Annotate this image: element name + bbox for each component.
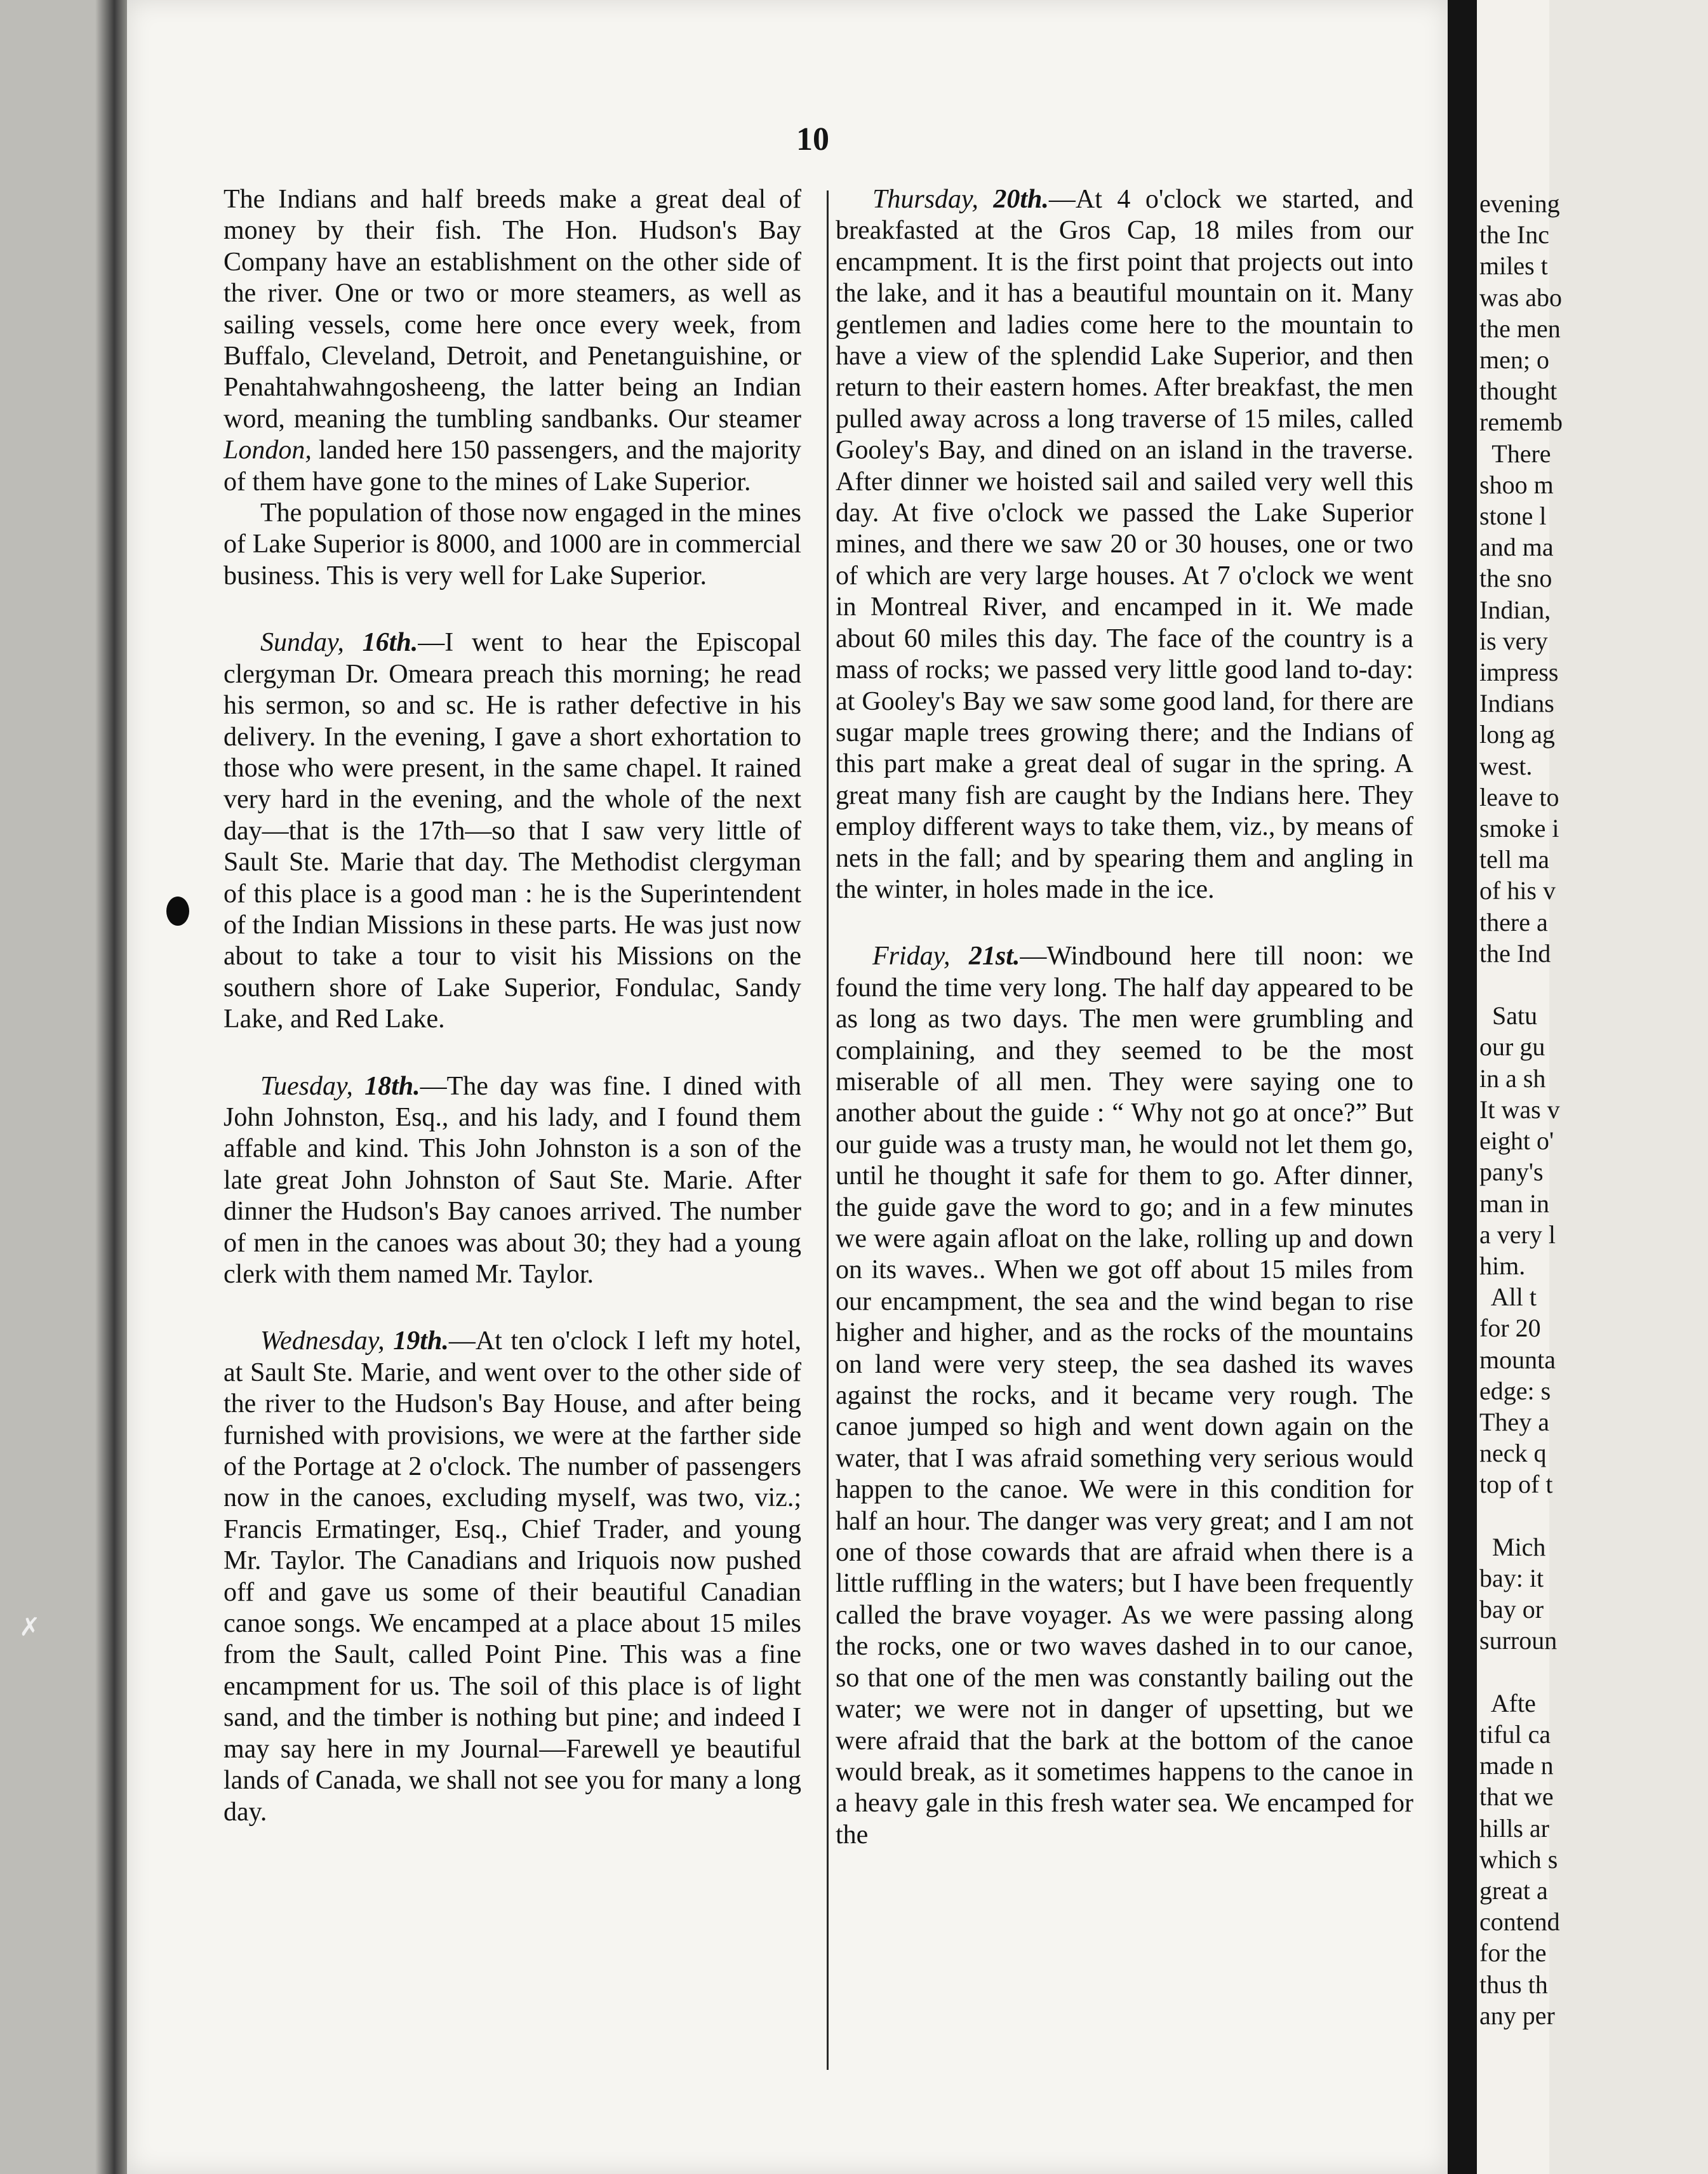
paragraph-fish-trade: The Indians and half breeds make a great deal of money by their fish. The Hon. Hudson's Bay Company have an establishment on the other side of the river. One or two or more steamers, as well as sailing vessels, come here once every week, from Buffalo, Cleveland, Detroit, and Penetanguishine, or Penahtahwahngosheeng, the latter being an Indian word, meaning the tumbling sandbanks. Our steamer London, landed here 150 passengers, and the majority of them have gone to the mines of Lake Superior. <box>224 185 801 497</box>
journal-entry-thursday: Thursday, 20th.—At 4 o'clock we started, and breakfasted at the Gros Cap, 18 miles from our encampment. It is the first point that projects out into the lake, and it has a beautiful mountain on it. Many gentlemen and ladies come here to the mountain to have a view of the splendid Lake Superior, and then return to their eastern homes. After breakfast, the men pulled away across a long traverse of 15 miles, called Gooley's Bay, and dined on an island in the traverse. After dinner we hoisted sail and sailed very well this day. At five o'clock we passed the Lake Superior mines, and there we saw 20 or 30 houses, one or two of which are very large houses. At 7 o'clock we went in Montreal River, and encamped in it. We made about 60 miles this day. The face of the country is a mass of rocks; we passed very little good land to-day: at Gooley's Bay we saw some good land, for there are sugar maple trees growing there; and the Indians of this part make a great deal of sugar in the spring. A great many fish are caught by the Indians here. They employ different ways to take them, viz., by means of nets in the fall; and by spearing them and angling in the winter, in holes made in the ice. <box>836 185 1413 904</box>
scan-binding-shadow <box>95 0 127 2174</box>
facing-page-fragment <box>1477 0 1563 2174</box>
margin-mark-icon: ✗ <box>19 1613 41 1642</box>
right-column <box>836 184 1413 1851</box>
entry-day: 20th. <box>978 185 1049 214</box>
ship-name: London, <box>224 436 312 465</box>
page-number: 10 <box>796 121 829 157</box>
column-divider <box>827 190 829 2070</box>
entry-date: Tuesday, <box>260 1071 353 1101</box>
entry-day: 16th. <box>344 628 418 658</box>
paragraph-population: The population of those now engaged in the mines of Lake Superior is 8000, and 1000 are in commercial business. This is very well for Lake Superior. <box>224 498 801 590</box>
journal-entry-wednesday: Wednesday, 19th.—At ten o'clock I left my hotel, at Sault Ste. Marie, and went over to the other side of the river to the Hudson's Bay House, and after being furnished with provisions, we were at the farther side of the Portage at 2 o'clock. The number of passengers now in the canoes, excluding myself, was two, viz.; Francis Ermatinger, Esq., Chief Trader, and young Mr. Taylor. The Canadians and Iriquois now pushed off and gave us some of their beautiful Canadian canoe songs. We encamped at a place about 15 miles from the Sault, called Point Pine. This was a fine encampment for us. The soil of this place is of light sand, and the timber is nothing but pine; and indeed I may say here in my Journal—Farewell ye beautiful lands of Canada, we shall not see you for many a long day. <box>224 1326 801 1827</box>
entry-date: Wednesday, <box>260 1326 385 1356</box>
entry-day: 18th. <box>352 1071 420 1101</box>
journal-entry-sunday: Sunday, 16th.—I went to hear the Episcopal clergyman Dr. Omeara preach this morning; he read his sermon, so and sc. He is rather defective in his delivery. In the evening, I gave a short exhortation to those who were present, in the same chapel. It rained very hard in the evening, and the whole of the next day—that is the 17th—so that I saw very little of Sault Ste. Marie that day. The Methodist clergyman of this place is a good man : he is the Superintendent of the Indian Missions in these parts. He was just now about to take a tour to visit his Missions on the southern shore of Lake Superior, Fondulac, Sandy Lake, and Red Lake. <box>224 628 802 1034</box>
facing-page-text: evening the Inc miles t was abo the men men; o thought rememb There shoo m stone l and ma the sno Indian, is very impress Indians long ag west. leave to smoke i tell ma of his v there a the Ind Satu our gu in a sh It was v eight o' pany's man in a very l him. All t for 20 mounta edge: s They a neck q top of t Mich bay: it bay or surroun Afte tiful ca made n that we hills ar which s great a contend for the thus th any per <box>1479 189 1563 2030</box>
journal-entry-tuesday: Tuesday, 18th.—The day was fine. I dined with John Johnston, Esq., and his lady, and I found them affable and kind. This John Johnston is a son of the late great John Johnston of Saut Ste. Marie. After dinner the Hudson's Bay canoes arrived. The number of men in the canoes was about 30; they had a young clerk with them named Mr. Taylor. <box>224 1071 801 1289</box>
entry-day: 19th. <box>384 1326 449 1356</box>
entry-day: 21st. <box>950 942 1020 971</box>
page-gutter <box>1448 0 1477 2174</box>
entry-date: Thursday, <box>872 185 978 214</box>
entry-date: Sunday, <box>260 628 344 658</box>
entry-date: Friday, <box>872 942 951 971</box>
journal-entry-friday: Friday, 21st.—Windbound here till noon: we found the time very long. The half day appeared to be as long as two days. The men were grumbling and complaining, and they seemed to be the most miserable of all men. They were saying one to another about the guide : “ Why not go at once?” But our guide was a trusty man, he would not let them go, until he thought it safe for them to go. After dinner, the guide gave the word to go; and in a few minutes we were again afloat on the lake, rolling up and down on its waves.. When we got off about 15 miles from our encampment, the sea and the wind began to rise higher and higher, and as the rocks of the mountains on land were very steep, the sea dashed its waves against the rocks, and it became very rough. The canoe jumped so high and went down again on the water, that I was afraid something very serious would happen to the canoe. We were in this condition for half an hour. The danger was very great; and I am not one of those cowards that are afraid when there is a little ruffling in the waters; but I have been frequently called the brave voyager. As we were passing along the rocks, one or two waves dashed in to our canoe, so that one of the men was constantly bailing out the water; we were not in danger of upsetting, but we were afraid that the bark at the bottom of the canoe would break, as it sometimes happens to the canoe in a heavy gale in this fresh water sea. We encamped for the <box>836 942 1414 1850</box>
ink-blot <box>166 897 189 926</box>
left-column <box>224 184 801 1828</box>
